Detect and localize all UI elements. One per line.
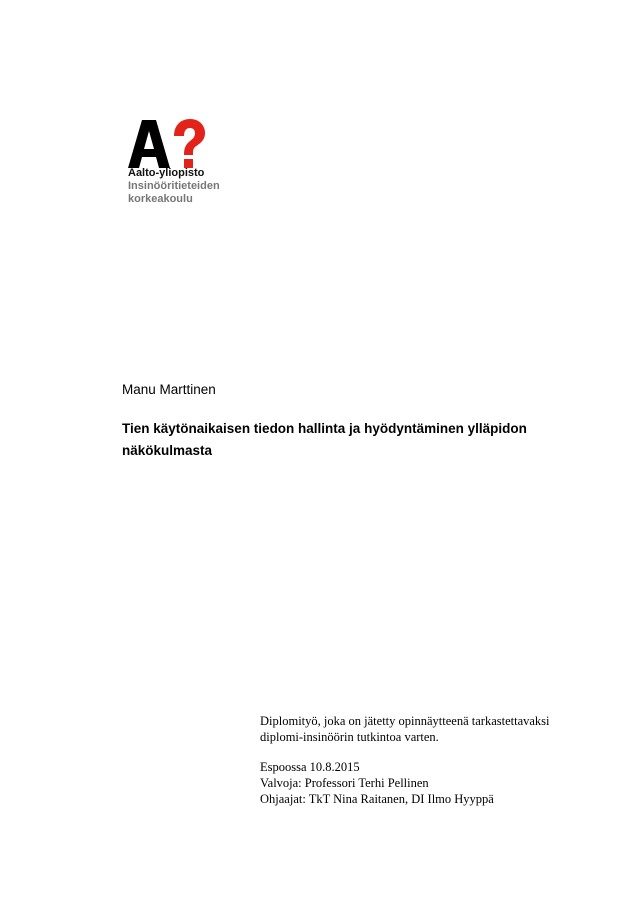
- statement-line-2: diplomi-insinöörin tutkintoa varten.: [260, 730, 439, 744]
- logo-line-university: Aalto-yliopisto: [128, 167, 205, 179]
- logo-line-school-1: Insinööritieteiden: [128, 180, 220, 192]
- spacer: [260, 745, 600, 759]
- advisors: Ohjaajat: TkT Nina Raitanen, DI Ilmo Hyyppä: [260, 792, 494, 806]
- supervisor: Valvoja: Professori Terhi Pellinen: [260, 776, 429, 790]
- aalto-a-question-logo-icon: [128, 118, 206, 170]
- thesis-title: Tien käytönaikaisen tiedon hallinta ja hyödyntäminen ylläpidon näkökulmasta: [122, 421, 527, 458]
- logo-text: [128, 167, 220, 206]
- place-date: Espoossa 10.8.2015: [260, 760, 360, 774]
- aalto-logo: [128, 118, 218, 208]
- logo-line-school-2: korkeakoulu: [128, 193, 193, 205]
- statement-line-1: Diplomityö, joka on jätetty opinnäytteenä tarkastettavaksi: [260, 714, 550, 728]
- thesis-info: [260, 713, 600, 807]
- author-name: Manu Marttinen: [122, 382, 216, 397]
